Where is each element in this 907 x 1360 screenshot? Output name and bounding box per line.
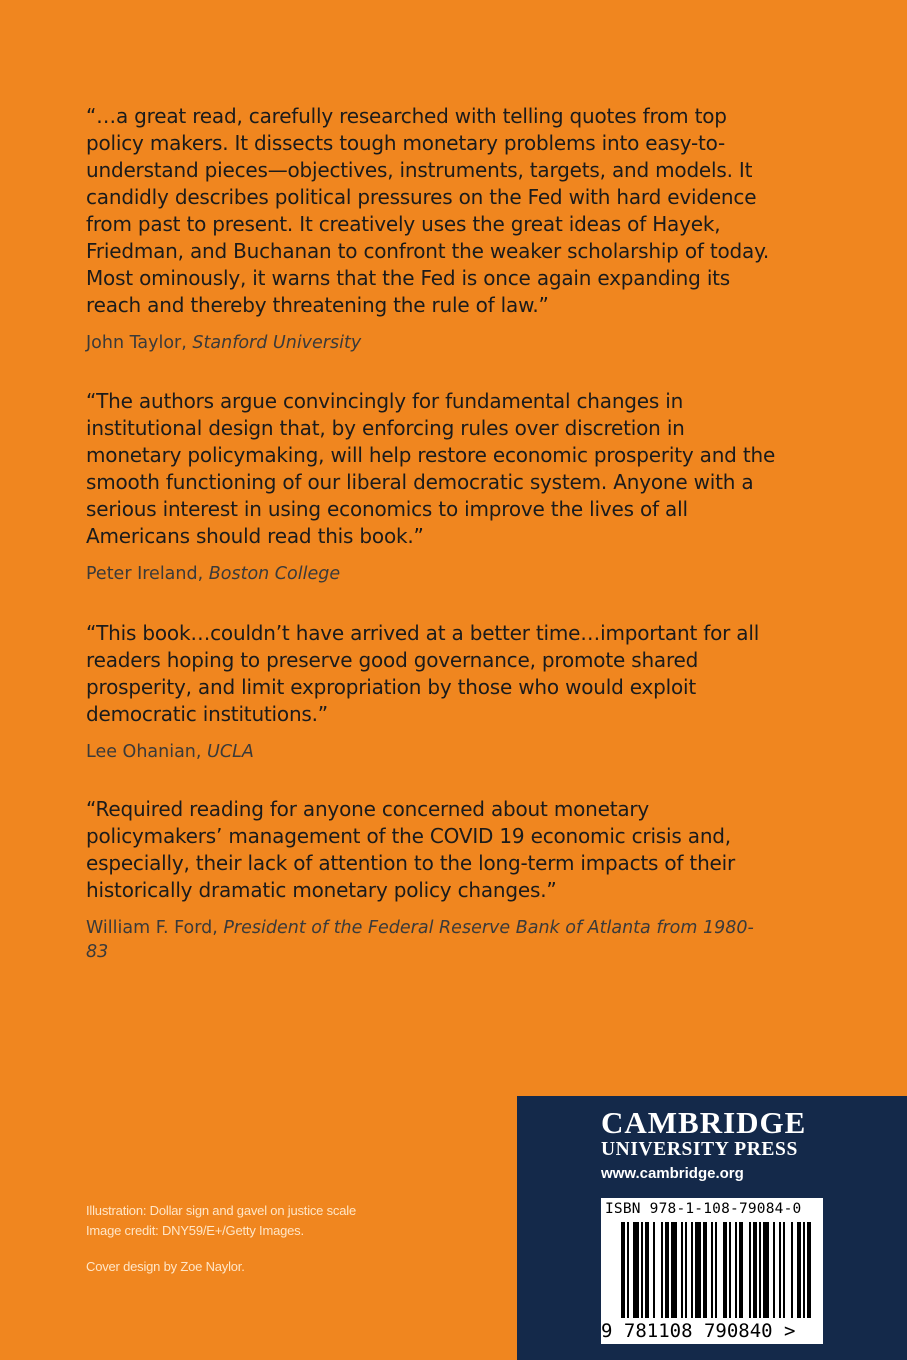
reviewer-affiliation: President of the Federal Reserve Bank of Atlanta from 1980-83 <box>86 918 754 962</box>
review-quote: “…a great read, carefully researched with telling quotes from top policy makers. It dissects tough monetary problems into easy-to-understand pieces—objectives, instruments, targets, and models. It candidly describes political pressures on the Fed with hard evidence from past to present. It creatively uses the great ideas of Hayek, Friedman, and Buchanan to confront the weaker scholarship of today. Most ominously, it warns that the Fed is once again expanding its reach and thereby threatening the rule of law.” <box>86 104 770 317</box>
reviewer-name: Lee Ohanian, <box>86 742 202 762</box>
barcode-bar <box>711 1222 713 1318</box>
reviewer-name: Peter Ireland, <box>86 564 204 584</box>
cover-design-credit: Cover design by Zoe Naylor. <box>86 1259 245 1274</box>
publisher-name: CAMBRIDGE <box>601 1105 807 1140</box>
barcode-bar <box>759 1222 761 1318</box>
reviewer-name: William F. Ford, <box>86 918 218 938</box>
review-quote: “Required reading for anyone concerned about monetary policymakers’ management of the COVID 19 economic crisis and, especially, their lack of attention to the long-term impacts of their historically dramatic monetary policy changes.” <box>86 797 736 902</box>
barcode-bar <box>791 1222 793 1318</box>
barcode-bar <box>735 1222 737 1318</box>
cover-credits <box>86 1201 416 1277</box>
isbn-label: ISBN 978-1-108-79084-0 <box>605 1201 802 1217</box>
barcode-bar <box>645 1222 649 1318</box>
review-attribution <box>86 740 776 764</box>
barcode-bar <box>763 1222 769 1318</box>
review-quote: “The authors argue convincingly for fundamental changes in institutional design that, by enforcing rules over discretion in monetary policymaking, will help restore economic prosperity and the smooth functioning of our liberal democratic system. Anyone with a serious interest in using economics to improve the lives of all Americans should read this book.” <box>86 389 776 548</box>
barcode-bar <box>723 1222 727 1318</box>
barcode-bar <box>627 1222 629 1318</box>
review-quote: “This book…couldn’t have arrived at a better time…important for all readers hoping to preserve good governance, promote shared prosperity, and limit expropriation by those who would exploit democratic institutions.” <box>86 621 760 726</box>
ean-digits: 9 781108 790840 > <box>601 1320 796 1342</box>
review-1 <box>86 103 776 355</box>
barcode-bar <box>681 1222 683 1318</box>
barcode-bar <box>641 1222 643 1318</box>
barcode-bar <box>671 1222 677 1318</box>
review-attribution <box>86 916 776 964</box>
barcode-bar <box>783 1222 785 1318</box>
publisher-url: www.cambridge.org <box>601 1165 744 1182</box>
barcode-bar <box>665 1222 669 1318</box>
image-credit: Image credit: DNY59/E+/Getty Images. <box>86 1223 304 1238</box>
illustration-credit: Illustration: Dollar sign and gavel on justice scale <box>86 1203 356 1218</box>
reviewer-affiliation: UCLA <box>207 742 254 762</box>
barcode-bar <box>807 1222 811 1318</box>
barcode-bar <box>729 1222 731 1318</box>
barcode <box>601 1198 823 1344</box>
barcode-bar <box>653 1222 655 1318</box>
publisher-subname: UNIVERSITY PRESS <box>601 1139 798 1160</box>
barcode-bar <box>803 1222 805 1318</box>
barcode-bar <box>661 1222 663 1318</box>
review-4 <box>86 796 776 964</box>
barcode-bar <box>695 1222 701 1318</box>
barcode-bar <box>685 1222 687 1318</box>
reviewer-name: John Taylor, <box>86 333 187 353</box>
barcode-bar <box>691 1222 693 1318</box>
barcode-bar <box>749 1222 751 1318</box>
barcode-bar <box>715 1222 717 1318</box>
barcode-bar <box>779 1222 781 1318</box>
publisher-panel <box>517 1096 907 1360</box>
barcode-bar <box>753 1222 757 1318</box>
barcode-bar <box>621 1222 625 1318</box>
barcode-bar <box>739 1222 743 1318</box>
barcode-bar <box>633 1222 639 1318</box>
barcode-bar <box>703 1222 707 1318</box>
review-2 <box>86 388 776 586</box>
barcode-bar <box>797 1222 801 1318</box>
reviewer-affiliation: Stanford University <box>192 333 362 353</box>
review-3 <box>86 620 776 764</box>
review-attribution <box>86 562 776 586</box>
barcode-bar <box>773 1222 775 1318</box>
review-attribution <box>86 331 776 355</box>
reviewer-affiliation: Boston College <box>208 564 341 584</box>
